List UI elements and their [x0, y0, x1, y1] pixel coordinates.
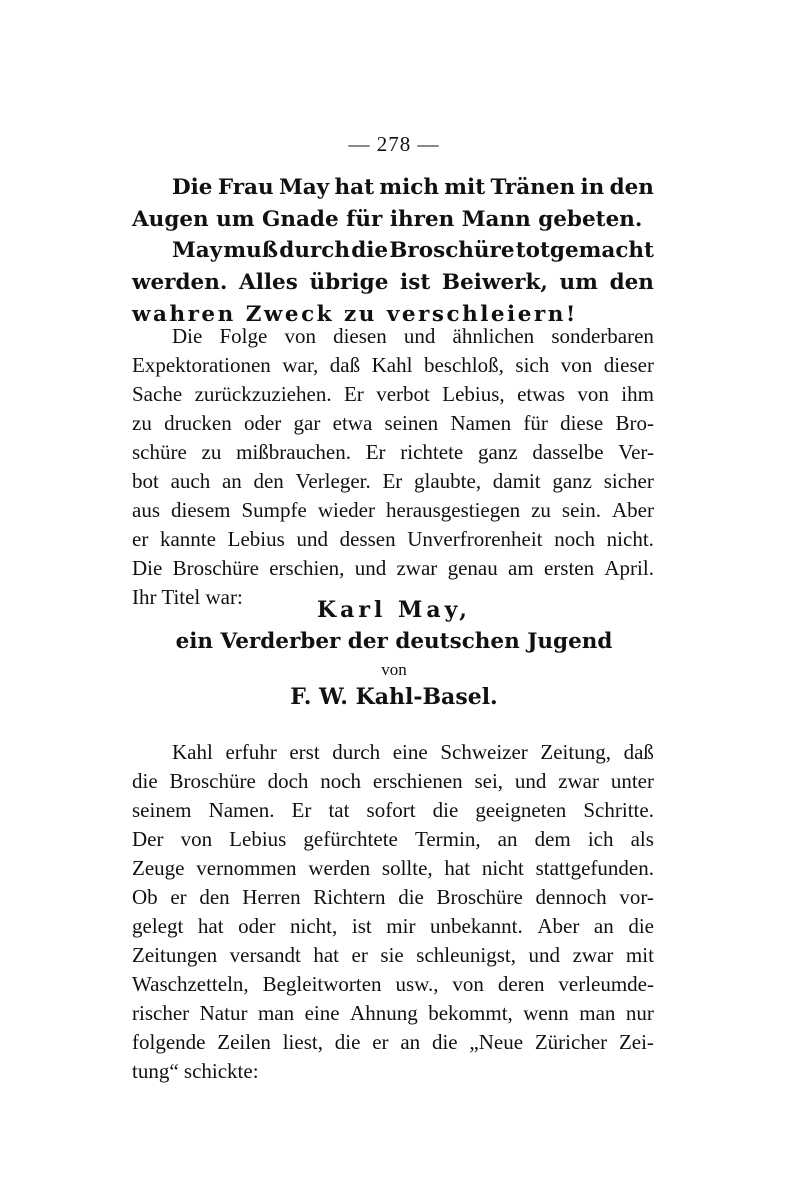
word: Richtern [313, 885, 386, 909]
word: ersten [543, 556, 595, 580]
word: drucken [164, 411, 232, 435]
word: Zeitung, [540, 740, 611, 764]
word: sofort [366, 798, 416, 822]
word: Der [132, 827, 164, 851]
word: erst [289, 740, 320, 764]
word: dennoch [535, 885, 607, 909]
word: und [296, 527, 328, 551]
word: den [609, 175, 654, 200]
word: unter [610, 769, 654, 793]
word: hat [313, 943, 340, 967]
word: schleunigst, [416, 943, 517, 967]
word: seinem [132, 798, 192, 822]
word: daß [329, 353, 361, 377]
word: man [257, 1001, 295, 1025]
word: nicht. [606, 527, 654, 551]
word: Herren [242, 885, 301, 909]
word: beschloß, [423, 353, 504, 377]
word: zu [132, 411, 152, 435]
word: für [523, 411, 548, 435]
word: von [577, 382, 609, 406]
word: bekommt, [428, 1001, 513, 1025]
word: Zeitungen [132, 943, 218, 967]
word: man [579, 1001, 616, 1025]
word: diesem [171, 498, 231, 522]
text-line [132, 438, 654, 467]
word: mich [379, 175, 439, 200]
word: zwar [396, 556, 438, 580]
word: Kahl [172, 740, 213, 764]
word: Er [365, 440, 386, 464]
word: Termin, [414, 827, 481, 851]
text-line [132, 409, 654, 438]
brochure-von: von [381, 660, 407, 679]
word: „Neue [469, 1030, 524, 1054]
word: tat [328, 798, 350, 822]
word: versandt [229, 943, 301, 967]
word: noch [554, 527, 596, 551]
word: er [351, 943, 368, 967]
word: muß [223, 238, 279, 263]
word: Broschüre [389, 238, 515, 263]
word: sein. [561, 498, 601, 522]
word: die [431, 1030, 458, 1054]
bold-paragraph-1 [132, 172, 654, 236]
word: vernommen [196, 856, 297, 880]
word: hat [334, 175, 374, 200]
brochure-title-line-1: Karl May, [317, 597, 471, 623]
word: die [398, 885, 424, 909]
word: hat [444, 856, 471, 880]
text-line [132, 912, 654, 941]
word: werden. [132, 270, 228, 295]
word: etwas [517, 382, 565, 406]
word: oder [243, 411, 282, 435]
word: Namen [450, 411, 512, 435]
word: Broschüre [169, 769, 256, 793]
word: dessen [339, 527, 396, 551]
word: Bro- [615, 411, 654, 435]
word: ist [400, 270, 431, 295]
word: und [514, 769, 547, 793]
word: usw., [395, 972, 439, 996]
word: durch [279, 238, 351, 263]
word: werden [308, 856, 371, 880]
word: sich [515, 353, 550, 377]
word: gelegt [132, 914, 184, 938]
word: zu [531, 498, 551, 522]
word: an [400, 1030, 421, 1054]
word: dasselbe [532, 440, 604, 464]
word: zurückzuziehen. [194, 382, 332, 406]
word: zwar [558, 769, 599, 793]
bold-line [132, 172, 654, 204]
word: mit [625, 943, 654, 967]
word: Unverfrorenheit [407, 527, 543, 551]
word: Aber [611, 498, 654, 522]
text-line [132, 322, 654, 351]
bold-line: wahren Zweck zu verschleiern! [132, 302, 578, 327]
word: oder [238, 914, 276, 938]
word: um [559, 270, 598, 295]
word: Folge [219, 324, 268, 348]
word: Lebius [229, 827, 287, 851]
word: vor- [619, 885, 654, 909]
text-line [132, 496, 654, 525]
word: nicht, [290, 914, 338, 938]
word: schüre [132, 440, 187, 464]
word: Er [343, 382, 364, 406]
word: als [630, 827, 654, 851]
word: totgemacht [515, 238, 654, 263]
word: stattgefunden. [535, 856, 654, 880]
word: etwa [332, 411, 373, 435]
word: Ver- [618, 440, 654, 464]
text-line [132, 554, 654, 583]
word: Alles [239, 270, 298, 295]
text-line [132, 883, 654, 912]
word: die [132, 769, 158, 793]
word: Sache [132, 382, 183, 406]
word: übrige [309, 270, 389, 295]
word: nur [625, 1001, 654, 1025]
word: Lebius, [442, 382, 505, 406]
word: den [253, 469, 284, 493]
word: zwar [572, 943, 614, 967]
word: von [560, 353, 593, 377]
text-line [132, 467, 654, 496]
word: herausgestiegen [385, 498, 521, 522]
text-line [132, 1028, 654, 1057]
word: deren [497, 972, 545, 996]
word: wenn [523, 1001, 569, 1025]
word: an [593, 914, 614, 938]
word: sei, [474, 769, 504, 793]
word: seinen [384, 411, 439, 435]
brochure-author: F. W. Kahl-Basel. [290, 684, 498, 710]
word: Waschzetteln, [132, 972, 249, 996]
word: glaubte, [414, 469, 482, 493]
text-line: tung“ schickte: [132, 1059, 259, 1083]
word: Aber [537, 914, 580, 938]
paragraph-1 [132, 322, 654, 612]
word: Ob [132, 885, 158, 909]
word: von [452, 972, 484, 996]
word: wieder [317, 498, 375, 522]
paragraph-2 [132, 738, 654, 1086]
word: von [284, 324, 316, 348]
word: mir [386, 914, 416, 938]
word: Namen. [208, 798, 275, 822]
bold-paragraph-2 [132, 235, 654, 331]
word: die [334, 1030, 361, 1054]
word: Broschüre [436, 885, 523, 909]
page-number: — 278 — [348, 132, 440, 156]
bold-line [132, 235, 654, 267]
word: richtete [400, 440, 464, 464]
word: Schweizer [440, 740, 528, 764]
word: erfuhr [225, 740, 277, 764]
word: und [528, 943, 561, 967]
word: erschien, [269, 556, 345, 580]
word: er [372, 1030, 389, 1054]
word: nicht [481, 856, 524, 880]
word: auch [170, 469, 211, 493]
word: diesen [333, 324, 387, 348]
word: Zeuge [132, 856, 185, 880]
word: Expektorationen [132, 353, 271, 377]
word: aus [132, 498, 160, 522]
word: sicher [603, 469, 654, 493]
word: erschienen [372, 769, 463, 793]
text-line [132, 854, 654, 883]
word: ist [351, 914, 372, 938]
word: genau [447, 556, 498, 580]
word: ich [587, 827, 614, 851]
word: damit [492, 469, 541, 493]
word: Broschüre [172, 556, 259, 580]
word: Verleger. [295, 469, 371, 493]
word: rischer [132, 1001, 190, 1025]
word: Zeilen [217, 1030, 271, 1054]
word: geeigneten [475, 798, 567, 822]
word: verleumde- [558, 972, 654, 996]
text-line [132, 970, 654, 999]
bold-line [132, 267, 654, 299]
word: durch [332, 740, 381, 764]
word: bot [132, 469, 159, 493]
word: Beiwerk, [441, 270, 548, 295]
word: verbot [376, 382, 430, 406]
word: eine [304, 1001, 340, 1025]
word: zu [201, 440, 222, 464]
word: folgende [132, 1030, 206, 1054]
word: noch [320, 769, 362, 793]
word: gefürchtete [303, 827, 398, 851]
text-line [132, 825, 654, 854]
word: die [351, 238, 389, 263]
word: gar [293, 411, 321, 435]
word: Die [132, 556, 163, 580]
word: er [170, 885, 187, 909]
word: an [221, 469, 242, 493]
text-line [132, 738, 654, 767]
word: eine [392, 740, 428, 764]
word: Schritte. [583, 798, 654, 822]
word: Er [382, 469, 403, 493]
text-line [132, 999, 654, 1028]
word: liest, [282, 1030, 323, 1054]
word: ihm [621, 382, 654, 406]
text-line: Ihr Titel war: [132, 585, 243, 609]
word: Die [172, 175, 213, 200]
word: dieser [603, 353, 654, 377]
text-line [132, 351, 654, 380]
word: und [354, 556, 387, 580]
word: hat [197, 914, 224, 938]
word: Er [291, 798, 312, 822]
word: von [180, 827, 213, 851]
word: Begleitworten [262, 972, 382, 996]
word: Züricher [534, 1030, 608, 1054]
brochure-title-line-2: ein Verderber der deutschen Jugend [175, 629, 613, 654]
word: diese [560, 411, 604, 435]
word: Lebius [227, 527, 285, 551]
word: ganz [552, 469, 592, 493]
word: in [580, 175, 605, 200]
text-line [132, 941, 654, 970]
word: Die [172, 324, 203, 348]
word: die [432, 798, 459, 822]
word: war, [282, 353, 319, 377]
word: an [497, 827, 518, 851]
word: am [508, 556, 534, 580]
word: Zei- [618, 1030, 654, 1054]
word: dem [534, 827, 571, 851]
word: mißbrauchen. [236, 440, 351, 464]
word: die [628, 914, 654, 938]
bold-line: Augen um Gnade für ihren Mann gebeten. [132, 207, 643, 232]
word: Ahnung [350, 1001, 418, 1025]
word: Kahl [371, 353, 413, 377]
word: ganz [477, 440, 518, 464]
text-line [132, 525, 654, 554]
word: kannte [159, 527, 216, 551]
text-line [132, 796, 654, 825]
word: unbekannt. [430, 914, 523, 938]
word: den [609, 270, 654, 295]
word: sonderbaren [551, 324, 654, 348]
word: Frau [217, 175, 274, 200]
word: sollte, [381, 856, 433, 880]
word: ähnlichen [452, 324, 535, 348]
text-line [132, 767, 654, 796]
word: doch [267, 769, 309, 793]
word: Natur [199, 1001, 248, 1025]
word: daß [623, 740, 654, 764]
word: Tränen [490, 175, 576, 200]
word: und [403, 324, 436, 348]
word: April. [604, 556, 654, 580]
word: den [199, 885, 230, 909]
word: May [278, 175, 330, 200]
word: sie [380, 943, 404, 967]
text-line [132, 380, 654, 409]
word: mit [444, 175, 486, 200]
word: May [172, 238, 223, 263]
word: er [132, 527, 149, 551]
word: Sumpfe [241, 498, 307, 522]
